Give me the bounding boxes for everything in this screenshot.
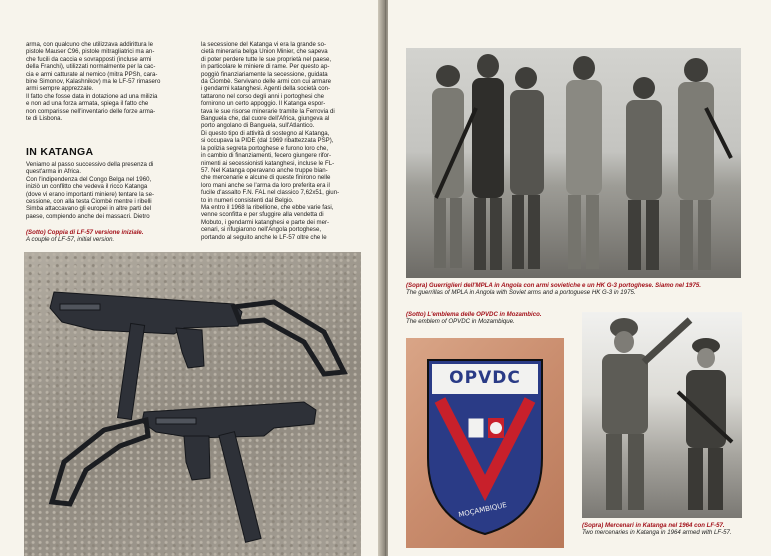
mpla-guerrillas-photo (406, 48, 741, 278)
text-line: Con l'indipendenza del Congo Belga nel 1960, (26, 175, 152, 183)
guns-caption-it: (Sotto) Coppia di LF-57 versione iniziale. (26, 229, 144, 236)
section-heading-katanga: IN KATANGA (26, 146, 94, 158)
text-line: in particolare le miniere di rame. Per questo ap- (201, 63, 330, 71)
text-line: nimenti ai secessionisti katanghesi, incluse le FL- (201, 159, 335, 167)
text-line: tava le sue risorse minerarie tramite la Ferrovia di (201, 107, 335, 115)
text-line: si occupava la PIDE (dal 1969 ribattezzata PSP), (201, 137, 334, 145)
guerrillas-caption-it: (Sopra) Guerriglieri dell'MPLA in Angola con armi sovietiche e un HK G-3 portoghese. Siamo nel 1975. (406, 282, 701, 289)
text-line: poggiò finanziariamente la secessione, guidata (201, 70, 328, 78)
guerrillas-drawing (406, 48, 741, 278)
text-line: che fucili da caccia e sovrapposti (incluse armi (26, 55, 152, 63)
upper-gun-icon (50, 292, 344, 420)
text-line: Di questo tipo di attività di sostegno al Katanga, (201, 129, 330, 137)
text-line: venne sconfitta e per sfuggire alla vendetta di (201, 211, 324, 219)
emblem-title: OPVDC (449, 368, 521, 388)
text-line: 57. Nel Katanga operavano anche truppe bian- (201, 166, 328, 174)
mercenaries-caption-en: Two mercenaries in Katanga in 1964 armed with LF-57. (582, 529, 732, 537)
text-line: la secessione del Katanga vi era la grande so- (201, 41, 326, 48)
text-line: porto angolano di Banguela, sull'Atlantico. (201, 122, 315, 130)
guns-caption (26, 229, 196, 243)
text-line: to in numeri consistenti dal Belgio. (201, 196, 294, 204)
center-column-text (201, 41, 364, 241)
text-line: fucile d'assalto F.N. FAL nel classico 7,62x51, giun- (201, 189, 340, 197)
text-line: cietà mineraria belga Union Minier, che sapeva (201, 48, 328, 56)
text-line: pistole Mauser C96, pistole mitragliatrici ma an- (26, 48, 155, 56)
text-line: che mercenarie e alcune di queste finirono nelle (201, 174, 331, 182)
text-line: armi sempre apprezzate. (26, 85, 94, 93)
mercenaries-caption-it: (Sopra) Mercenari in Katanga nel 1964 con LF-57. (582, 522, 725, 529)
emblem-caption-it: (Sotto) L'emblema delle OPVDC in Mozambico. (406, 311, 542, 318)
text-line: portando al seguito anche le LF-57 oltre che le (201, 233, 327, 241)
text-line: della Franchi), utilizzati normalmente per la cac- (26, 63, 156, 71)
text-line: in cambio di finanziamenti, fecero giungere rifor- (201, 152, 332, 160)
text-line: la polizia segreta portoghese e furono loro che, (201, 144, 329, 152)
text-line: fornirono un certo appoggio. Il Katanga espor- (201, 100, 326, 108)
text-line: di poter perdere tutte le sue proprietà nel paese, (201, 55, 332, 63)
mercenaries-caption (582, 522, 744, 536)
text-line: cenari, si rifugiarono nell'Angola portoghese, (201, 226, 322, 234)
text-line: loro mani anche se l'arma da loro preferita era il (201, 181, 330, 189)
opvdc-emblem-photo (406, 338, 564, 548)
text-line: te di Lisbona. (26, 115, 63, 123)
text-line: i gendarmi katanghesi. Agenti della società con- (201, 85, 331, 93)
text-line: non comparisse nell'inventario delle forze arma- (26, 107, 156, 115)
mercenaries-drawing (582, 312, 742, 518)
text-line: Veniamo al passo successivo della presenza di (26, 161, 154, 168)
katanga-text (26, 161, 186, 220)
guerrillas-caption-en: The guerrillas of MPLA in Angola with Soviet arms and a portoguese HK G-3 in 1975. (406, 289, 636, 297)
text-line: da Ciombè. Servivano delle armi con cui armare (201, 78, 332, 86)
lf57-pair-photo (24, 252, 361, 556)
text-line: e non ad una forza armata, spiega il fatto che (26, 100, 149, 108)
text-line: arma, con qualcuno che utilizzava addirittura le (26, 41, 154, 48)
mercenary-figures-icon (602, 318, 732, 510)
katanga-mercenaries-photo (582, 312, 742, 518)
text-line: cessione, con alla testa Ciombè mentre i ribelli (26, 198, 152, 206)
text-line: Il fatto che fosse data in dotazione ad una milizia (26, 92, 158, 100)
text-line: bine Simonov, Kalashnikov) ma le LF-57 rimasero (26, 78, 161, 86)
text-line: quest'arma in Africa. (26, 168, 82, 176)
lf57-pair-drawing (24, 252, 361, 556)
left-page (0, 0, 383, 556)
intro-text (26, 41, 186, 122)
emblem-caption-en: The emblem of OPVDC in Mozambique. (406, 318, 515, 326)
text-line: (dove vi erano importanti miniere) tentare la se- (26, 190, 155, 198)
text-line: Mobuto, i gendarmi katanghesi e parte dei mer- (201, 218, 330, 226)
text-line: Ma entro il 1968 la ribellione, che ebbe varie fasi, (201, 203, 334, 211)
guerrilla-figures-icon (432, 54, 714, 270)
text-line: Banguela che, dal cuore dell'Africa, giungeva al (201, 115, 330, 123)
emblem-motto: MOÇAMBIQUE (457, 500, 508, 520)
text-line: Simba attaccavano gli europei in altre parti del (26, 205, 151, 213)
emblem-caption (406, 311, 581, 325)
lower-gun-icon (52, 402, 316, 542)
text-line: cia e armi catturate al nemico (mitra PPSh, cara- (26, 70, 158, 78)
guerrillas-caption (406, 282, 742, 296)
guns-caption-en: A couple of LF-57, initial version. (26, 236, 115, 244)
text-line: tattarono nel corso degli anni i portoghesi che (201, 92, 324, 100)
text-line: paese, compiendo anche dei massacri. Dietro (26, 212, 150, 220)
text-line: iniziò un conflitto che vedeva il ricco Katanga (26, 183, 148, 191)
